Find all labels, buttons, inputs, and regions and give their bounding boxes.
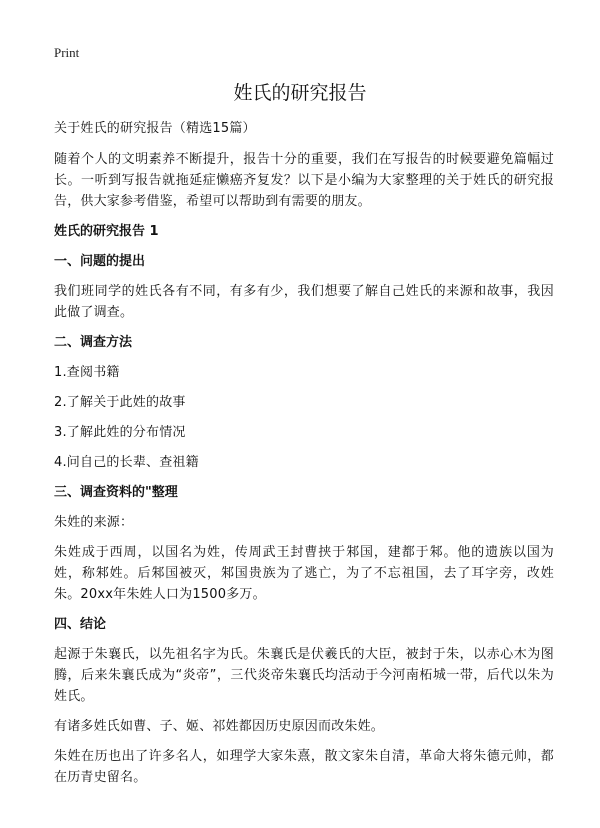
conclusion-paragraph: 朱姓在历也出了许多名人，如理学大家朱熹，散文家朱自清，革命大将朱德元帅，都在历青史留名。 [54, 749, 554, 785]
document-subtitle: 关于姓氏的研究报告（精选15篇） [54, 121, 256, 136]
section-heading-conclusion: 四、结论 [54, 617, 107, 632]
intro-paragraph: 随着个人的文明素养不断提升，报告十分的重要，我们在写报告的时候要避免篇幅过长。一听到写报告就拖延症懒癌齐复发？以下是小编为大家整理的关于姓氏的研究报告，供大家参考借鉴，希望可以帮助到有需要的朋友。 [54, 152, 554, 209]
method-item: 4.问自己的长辈、查祖籍 [54, 455, 199, 470]
section-body-problem: 我们班同学的姓氏各有不同，有多有少，我们想要了解自己姓氏的来源和故事，我因此做了调查。 [54, 284, 554, 320]
surname-origin-label: 朱姓的来源： [54, 515, 134, 530]
method-item: 1.查阅书籍 [54, 365, 120, 380]
report-heading: 姓氏的研究报告 1 [54, 224, 159, 239]
section-heading-method: 二、调查方法 [54, 335, 133, 350]
document-title: 姓氏的研究报告 [233, 82, 367, 104]
document-body [54, 118, 554, 797]
conclusion-paragraph: 有诸多姓氏如曹、子、姬、祁姓都因历史原因而改朱姓。 [54, 719, 385, 734]
section-heading-data: 三、调查资料的"整理 [54, 485, 178, 500]
method-item: 3.了解此姓的分布情况 [54, 425, 186, 440]
conclusion-paragraph: 起源于朱襄氏，以先祖名字为氏。朱襄氏是伏羲氏的大臣，被封于朱，以赤心木为图腾，后来朱襄氏成为“炎帝”，三代炎帝朱襄氏均活动于今河南柘城一带，后代以朱为姓氏。 [54, 647, 554, 704]
section-body-data: 朱姓成于西周，以国名为姓，传周武王封曹挟于邾国，建都于邾。他的遗族以国为姓，称邾姓。后邾国被灭，邾国贵族为了逃亡，为了不忘祖国，去了耳字旁，改姓朱。20xx年朱姓人口为1500多万。 [54, 545, 554, 602]
section-heading-problem: 一、问题的提出 [54, 254, 146, 269]
print-label: Print [54, 45, 80, 60]
method-item: 2.了解关于此姓的故事 [54, 395, 186, 410]
